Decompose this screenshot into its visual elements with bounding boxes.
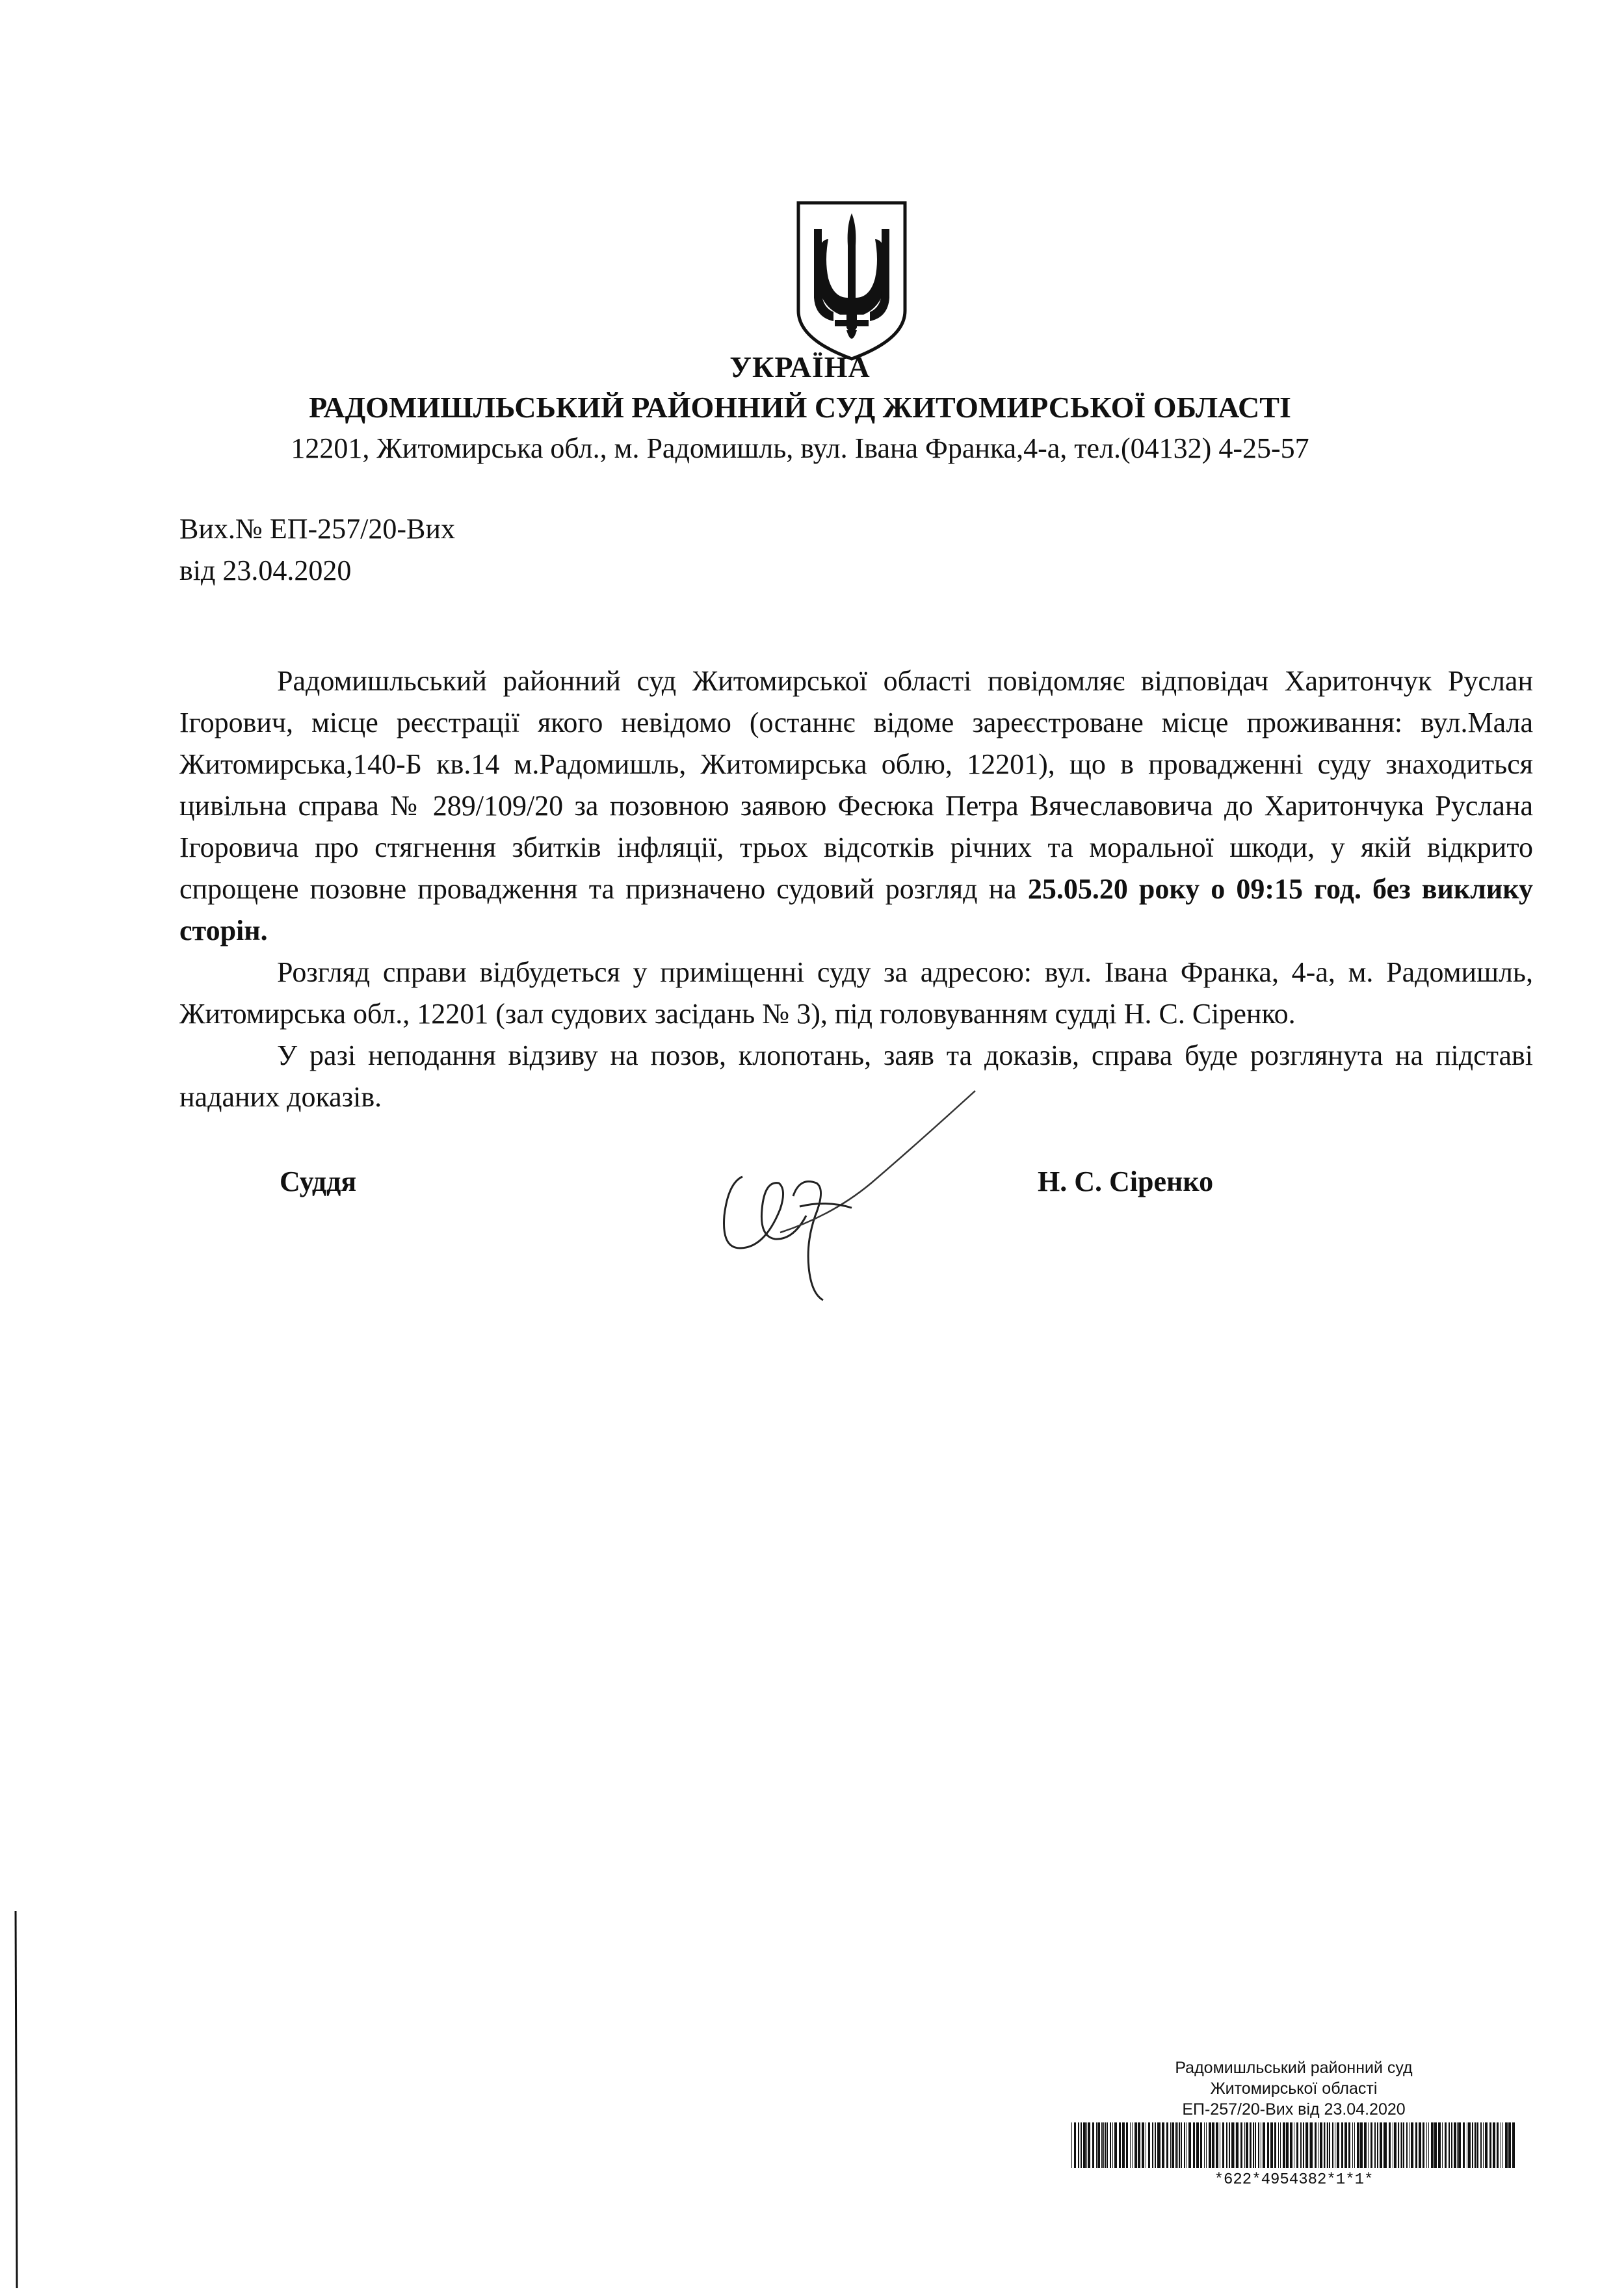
barcode-bar <box>1398 2122 1399 2168</box>
barcode-bar <box>1126 2122 1128 2168</box>
barcode-bar <box>1206 2122 1207 2168</box>
barcode-bar <box>1508 2122 1511 2168</box>
barcode-bar <box>1327 2122 1328 2168</box>
barcode-bar <box>1401 2122 1402 2168</box>
paragraph-consequences: У разі неподання відзиву на позов, клопотань, заяв та доказів, справа буде розглянута на підставі наданих доказів. <box>179 1039 1533 1113</box>
barcode-bar <box>1364 2122 1367 2168</box>
barcode-bar <box>1226 2122 1227 2168</box>
barcode-bar <box>1270 2122 1273 2168</box>
barcode-bar <box>1310 2122 1313 2168</box>
outgoing-date: від 23.04.2020 <box>179 554 352 586</box>
barcode-bar <box>1458 2122 1461 2168</box>
barcode-bar <box>1088 2122 1090 2168</box>
barcode-bar <box>1438 2122 1441 2168</box>
barcode-bar <box>1103 2122 1104 2168</box>
barcode-bar <box>1134 2122 1137 2168</box>
barcode-bar <box>1229 2122 1230 2168</box>
barcode-bar <box>1380 2122 1382 2168</box>
barcode <box>1071 2122 1516 2168</box>
barcode-bar <box>1101 2122 1103 2168</box>
barcode-bar <box>1258 2122 1259 2168</box>
hearing-datetime: 25.05.20 року о 09:15 год. без виклику сторін. <box>179 873 1534 946</box>
barcode-bar <box>1122 2122 1125 2168</box>
court-name: РАДОМИШЛЬСЬКИЙ РАЙОННИЙ СУД ЖИТОМИРСЬКОЇ ОБЛАСТІ <box>309 391 1291 424</box>
barcode-bar <box>1296 2122 1298 2168</box>
country-title: УКРАЇНА <box>729 350 871 384</box>
signer-name: Н. С. Сіренко <box>1038 1166 1214 1197</box>
barcode-bar <box>1074 2122 1076 2168</box>
barcode-bar <box>1480 2122 1482 2168</box>
paragraph-venue: Розгляд справи відбудеться у приміщенні суду за адресою: вул. Івана Франка, 4-а, м. Радомишль, Житомирська обл., 12201 (зал судових засідань № 3), під головуванням судді Н. С. Сіренко. <box>179 956 1533 1030</box>
barcode-bar <box>1383 2122 1384 2168</box>
barcode-bar <box>1348 2122 1350 2168</box>
barcode-bar <box>1278 2122 1279 2168</box>
paragraph-notice <box>179 660 1533 952</box>
barcode-bar <box>1138 2122 1140 2168</box>
barcode-bar <box>1204 2122 1205 2168</box>
stamp-region-line: Житомирської області <box>1210 2080 1378 2098</box>
barcode-bar <box>1300 2122 1302 2168</box>
outgoing-number: Вих.№ ЕП-257/20-Вих <box>179 513 455 545</box>
barcode-bar <box>1477 2122 1478 2168</box>
barcode-bar <box>1445 2122 1447 2168</box>
barcode-bar <box>1130 2122 1131 2168</box>
barcode-bar <box>1096 2122 1097 2168</box>
barcode-bar <box>1389 2122 1391 2168</box>
barcode-bar <box>1332 2122 1333 2168</box>
barcode-bar <box>1263 2122 1265 2168</box>
barcode-bar <box>1107 2122 1108 2168</box>
barcode-bar <box>1394 2122 1397 2168</box>
barcode-bar <box>1142 2122 1144 2168</box>
barcode-bar <box>1370 2122 1372 2168</box>
barcode-bar <box>1283 2122 1285 2168</box>
barcode-bar <box>1357 2122 1359 2168</box>
barcode-bar <box>1188 2122 1191 2168</box>
barcode-bar <box>1411 2122 1413 2168</box>
barcode-bar <box>1442 2122 1443 2168</box>
barcode-bar <box>1457 2122 1458 2168</box>
barcode-bar <box>1166 2122 1168 2168</box>
barcode-bar <box>1368 2122 1369 2168</box>
barcode-bar <box>1172 2122 1174 2168</box>
court-address: 12201, Житомирська обл., м. Радомишль, вул. Івана Франка,4-а, тел.(04132) 4-25-57 <box>291 432 1309 464</box>
barcode-bar <box>1428 2122 1429 2168</box>
barcode-bar <box>1092 2122 1094 2168</box>
barcode-bar <box>1212 2122 1214 2168</box>
barcode-bar <box>1081 2122 1082 2168</box>
barcode-bar <box>1341 2122 1343 2168</box>
barcode-bar <box>1403 2122 1404 2168</box>
barcode-bar <box>1132 2122 1133 2168</box>
barcode-bar <box>1377 2122 1378 2168</box>
barcode-bar <box>1274 2122 1276 2168</box>
barcode-bar <box>1177 2122 1178 2168</box>
barcode-bar <box>1110 2122 1111 2168</box>
barcode-bar <box>1320 2122 1322 2168</box>
barcode-bar <box>1409 2122 1410 2168</box>
barcode-bar <box>1451 2122 1452 2168</box>
barcode-bar <box>1305 2122 1308 2168</box>
barcode-bar <box>1114 2122 1117 2168</box>
stamp-reference-line: ЕП-257/20-Вих від 23.04.2020 <box>1182 2100 1406 2119</box>
barcode-bar <box>1415 2122 1417 2168</box>
barcode-bar <box>1083 2122 1086 2168</box>
barcode-bar <box>1097 2122 1100 2168</box>
barcode-bar <box>1324 2122 1325 2168</box>
barcode-bar <box>1489 2122 1491 2168</box>
signer-title: Суддя <box>280 1166 357 1197</box>
barcode-bar <box>1449 2122 1450 2168</box>
scan-edge-line <box>13 1911 20 2288</box>
barcode-bar <box>1086 2122 1087 2168</box>
barcode-bar <box>1244 2122 1245 2168</box>
letter-body <box>179 660 1533 1118</box>
barcode-bar <box>1419 2122 1421 2168</box>
trident-coat-of-arms-icon <box>794 200 909 361</box>
barcode-bar <box>1493 2122 1495 2168</box>
barcode-bar <box>1512 2122 1515 2168</box>
barcode-bar <box>1267 2122 1269 2168</box>
barcode-bar <box>1157 2122 1160 2168</box>
barcode-bar <box>1071 2122 1072 2168</box>
barcode-bar <box>1497 2122 1499 2168</box>
barcode-bar <box>1337 2122 1339 2168</box>
barcode-bar <box>1209 2122 1211 2168</box>
barcode-bar <box>1303 2122 1304 2168</box>
barcode-bar <box>1290 2122 1292 2168</box>
barcode-bar <box>1354 2122 1355 2168</box>
barcode-bar <box>1475 2122 1476 2168</box>
barcode-bar <box>1184 2122 1185 2168</box>
barcode-bar <box>1179 2122 1180 2168</box>
barcode-bar <box>1240 2122 1242 2168</box>
barcode-bar <box>1474 2122 1475 2168</box>
barcode-bar <box>1454 2122 1456 2168</box>
barcode-bar <box>1468 2122 1471 2168</box>
barcode-bar <box>1255 2122 1256 2168</box>
registration-stamp <box>1066 2057 1521 2120</box>
barcode-bar <box>1236 2122 1239 2168</box>
barcode-bar <box>1485 2122 1488 2168</box>
barcode-bar <box>1384 2122 1387 2168</box>
barcode-bar <box>1162 2122 1164 2168</box>
barcode-bar <box>1286 2122 1289 2168</box>
barcode-bar <box>1170 2122 1171 2168</box>
barcode-bar <box>1175 2122 1177 2168</box>
handwritten-signature <box>702 1086 988 1307</box>
barcode-bar <box>1200 2122 1202 2168</box>
barcode-bar <box>1344 2122 1347 2168</box>
outgoing-reference <box>179 508 455 592</box>
barcode-bar <box>1155 2122 1156 2168</box>
barcode-bar <box>1426 2122 1427 2168</box>
barcode-bar <box>1502 2122 1503 2168</box>
barcode-bar <box>1181 2122 1182 2168</box>
barcode-bar <box>1216 2122 1218 2168</box>
barcode-bar <box>1280 2122 1281 2168</box>
barcode-bar <box>1406 2122 1408 2168</box>
barcode-bar <box>1329 2122 1330 2168</box>
barcode-bar <box>1472 2122 1473 2168</box>
paragraph-notice-text: Радомишльський районний суд Житомирської області повідомляє відповідач Харитончук Руслан Ігорович, місце реєстрації якого невідомо (останнє відоме зареєстроване місце проживання: вул.Мала Житомирська,140-Б кв.14 м.Радомишль, Житомирська облю, 12201), що в провадженні суду знаходиться цивільна справа № 289/109/20 за позовною заявою Фесюка Петра Вячеславовича до Харитончука Руслана Ігоровича про стягнення збитків інфляції, трьох відсотків річних та моральної шкоди, у якій відкрито спрощене позовне провадження та призначено судовий розгляд на <box>179 665 1533 905</box>
barcode-bar <box>1483 2122 1484 2168</box>
barcode-bar <box>1105 2122 1106 2168</box>
barcode-bar <box>1315 2122 1317 2168</box>
barcode-bar <box>1222 2122 1224 2168</box>
barcode-bar <box>1148 2122 1150 2168</box>
barcode-bar <box>1463 2122 1465 2168</box>
barcode-bar <box>1318 2122 1319 2168</box>
barcode-bar <box>1246 2122 1248 2168</box>
barcode-bar <box>1374 2122 1376 2168</box>
barcode-bar <box>1152 2122 1153 2168</box>
barcode-bar <box>1434 2122 1437 2168</box>
barcode-caption: *622*4954382*1*1* <box>1214 2171 1374 2189</box>
barcode-bar <box>1360 2122 1363 2168</box>
barcode-bar <box>1423 2122 1424 2168</box>
barcode-bar <box>1352 2122 1353 2168</box>
barcode-bar <box>1431 2122 1434 2168</box>
barcode-bar <box>1193 2122 1195 2168</box>
barcode-bar <box>1250 2122 1251 2168</box>
stamp-court-line: Радомишльський районний суд <box>1175 2059 1413 2077</box>
barcode-bar <box>1119 2122 1121 2168</box>
barcode-bar <box>1112 2122 1113 2168</box>
barcode-bar <box>1231 2122 1234 2168</box>
barcode-bar <box>1505 2122 1508 2168</box>
barcode-bar <box>1196 2122 1199 2168</box>
barcode-bar <box>1253 2122 1254 2168</box>
barcode-bar <box>1078 2122 1079 2168</box>
